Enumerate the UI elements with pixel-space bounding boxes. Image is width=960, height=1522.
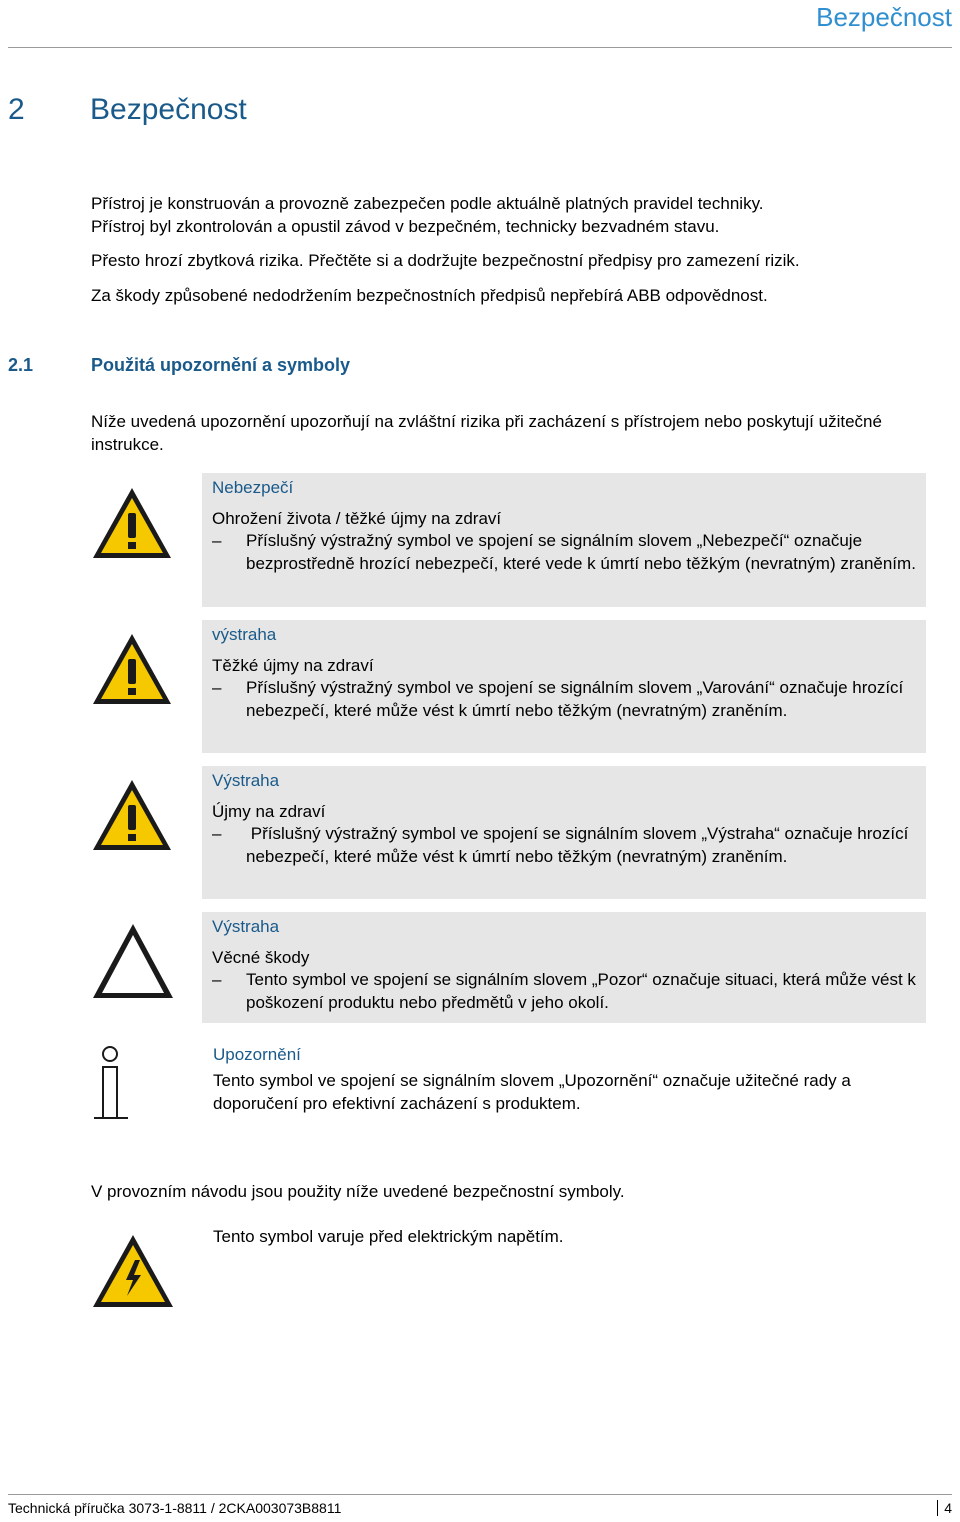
note-text: Tento symbol ve spojení se signálním slovem „Upozornění“ označuje užitečné rady a doporučení pro efektivní zacházení s produktem.	[213, 1071, 851, 1113]
section-heading	[8, 355, 350, 376]
danger-warning-triangle-icon	[90, 485, 174, 561]
footer-divider	[8, 1494, 952, 1495]
intro-line: Přístroj je konstruován a provozně zabezpečen podle aktuálně platných pravidel techniky.	[91, 194, 764, 213]
intro-paragraph-3: Za škody způsobené nedodržením bezpečnostních předpisů nepřebírá ABB odpovědnost.	[91, 286, 768, 305]
notice-heading: Újmy na zdraví	[212, 801, 326, 821]
chapter-title: Bezpečnost	[90, 93, 247, 126]
signal-word: výstraha	[212, 625, 277, 644]
electric-hazard-icon	[90, 1232, 176, 1310]
notice-item	[212, 823, 918, 868]
caution-triangle-icon	[90, 777, 174, 853]
page-number: 4	[937, 1500, 952, 1516]
notice-text: Příslušný výstražný symbol ve spojení se signálním slovem „Nebezpečí“ označuje bezprostředně hrozící nebezpečí, které vede k úmrtí nebo těžkým (nevratným) zraněním.	[246, 531, 916, 573]
notice-heading: Věcné škody	[212, 947, 310, 967]
dash: –	[212, 824, 222, 843]
running-header-title: Bezpečnost	[816, 2, 952, 32]
chapter-number: 2	[8, 93, 25, 126]
intro-paragraph-1	[91, 192, 911, 238]
section-title: Použitá upozornění a symboly	[91, 355, 351, 375]
warning-triangle-icon	[90, 631, 174, 707]
notice-box-property-damage	[202, 912, 926, 1023]
notice-box-warning	[202, 620, 926, 753]
dash: –	[212, 678, 222, 697]
dash: –	[212, 531, 222, 550]
dash: –	[212, 970, 222, 989]
chapter-heading	[8, 93, 247, 127]
notice-box-caution	[202, 766, 926, 899]
notice-text: Tento symbol ve spojení se signálním slovem „Pozor“ označuje situaci, která může vést k poškození produktu nebo předmětů v jeho okolí.	[246, 970, 916, 1012]
signal-word: Výstraha	[212, 917, 280, 936]
notice-item	[212, 969, 918, 1014]
voltage-text: Tento symbol varuje před elektrickým napětím.	[213, 1227, 564, 1246]
notice-box-danger	[202, 473, 926, 607]
header-divider	[8, 47, 952, 48]
notice-item	[212, 530, 918, 575]
signal-word: Nebezpečí	[212, 478, 294, 497]
outline-triangle-icon	[90, 921, 176, 1001]
notice-item	[212, 677, 918, 722]
notice-heading: Ohrožení života / těžké újmy na zdraví	[212, 508, 502, 528]
notice-heading: Těžké újmy na zdraví	[212, 655, 374, 675]
signal-word: Výstraha	[212, 771, 280, 790]
note-block	[213, 1043, 913, 1115]
section-number: 2.1	[8, 355, 34, 375]
section-intro: Níže uvedená upozornění upozorňují na zvláštní rizika při zacházení s přístrojem nebo poskytují užitečné instrukce.	[91, 412, 882, 454]
notice-text: Příslušný výstražný symbol ve spojení se signálním slovem „Výstraha“ označuje hrozící nebezpečí, které může vést k úmrtí nebo těžkým (nevratným) zraněním.	[246, 824, 914, 866]
footer-document-reference: Technická příručka 3073-1-8811 / 2CKA003073B8811	[8, 1500, 342, 1516]
info-icon	[92, 1045, 130, 1121]
note-signal-word: Upozornění	[213, 1045, 301, 1064]
symbols-intro: V provozním návodu jsou použity níže uvedené bezpečnostní symboly.	[91, 1182, 625, 1201]
notice-text: Příslušný výstražný symbol ve spojení se signálním slovem „Varování“ označuje hrozící nebezpečí, které může vést k úmrtí nebo těžkým (nevratným) zraněním.	[246, 678, 904, 720]
intro-paragraph-2: Přesto hrozí zbytková rizika. Přečtěte si a dodržujte bezpečnostní předpisy pro zamezení rizik.	[91, 251, 800, 270]
intro-line: Přístroj byl zkontrolován a opustil závod v bezpečném, technicky bezvadném stavu.	[91, 217, 720, 236]
